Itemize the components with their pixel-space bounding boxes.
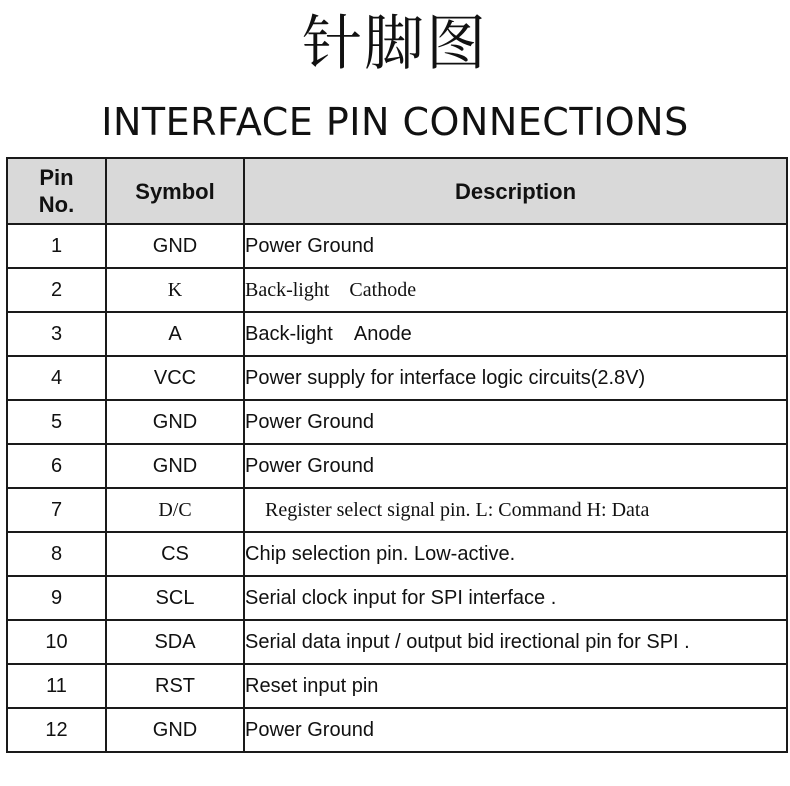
pin-symbol: SDA	[106, 620, 244, 664]
table-header-row	[7, 158, 787, 224]
pin-symbol: SCL	[106, 576, 244, 620]
pin-symbol: GND	[106, 400, 244, 444]
pin-number: 6	[7, 444, 106, 488]
pin-number: 3	[7, 312, 106, 356]
table-row	[7, 620, 787, 664]
table-row	[7, 664, 787, 708]
pin-description: Power Ground	[244, 224, 787, 268]
pin-description: Back-light Cathode	[244, 268, 787, 312]
pin-description: Power Ground	[244, 708, 787, 752]
header-pin-no	[7, 158, 106, 224]
pin-symbol: GND	[106, 224, 244, 268]
pin-symbol: GND	[106, 444, 244, 488]
table-row	[7, 444, 787, 488]
table-row	[7, 708, 787, 752]
table-row	[7, 312, 787, 356]
pin-description: Serial clock input for SPI interface .	[244, 576, 787, 620]
table-row	[7, 488, 787, 532]
pin-number: 5	[7, 400, 106, 444]
pin-description: Register select signal pin. L: Command H: Data	[244, 488, 787, 532]
pin-description: Power supply for interface logic circuits(2.8V)	[244, 356, 787, 400]
table-row	[7, 268, 787, 312]
table-row	[7, 400, 787, 444]
pin-symbol: RST	[106, 664, 244, 708]
pin-number: 1	[7, 224, 106, 268]
pin-number: 8	[7, 532, 106, 576]
pin-symbol: K	[106, 268, 244, 312]
header-pin-no-label: Pin No.	[38, 165, 75, 217]
pin-description: Chip selection pin. Low-active.	[244, 532, 787, 576]
table-row	[7, 224, 787, 268]
table-row	[7, 576, 787, 620]
pin-number: 2	[7, 268, 106, 312]
pin-symbol: A	[106, 312, 244, 356]
pin-symbol: CS	[106, 532, 244, 576]
pin-description: Power Ground	[244, 400, 787, 444]
page-title: INTERFACE PIN CONNECTIONS	[101, 100, 689, 144]
pin-symbol: VCC	[106, 356, 244, 400]
pin-description: Back-light Anode	[244, 312, 787, 356]
pin-symbol: GND	[106, 708, 244, 752]
pin-number: 7	[7, 488, 106, 532]
pin-number: 9	[7, 576, 106, 620]
page-title-chinese: 针脚图	[302, 9, 488, 79]
pin-number: 10	[7, 620, 106, 664]
pin-connection-table	[6, 157, 788, 753]
pin-description: Power Ground	[244, 444, 787, 488]
header-symbol: Symbol	[106, 158, 244, 224]
header-description: Description	[244, 158, 787, 224]
table-row	[7, 532, 787, 576]
pin-number: 12	[7, 708, 106, 752]
table-row	[7, 356, 787, 400]
pin-number: 4	[7, 356, 106, 400]
pin-symbol: D/C	[106, 488, 244, 532]
pin-number: 11	[7, 664, 106, 708]
pin-description: Serial data input / output bid irectional pin for SPI .	[244, 620, 787, 664]
pin-description: Reset input pin	[244, 664, 787, 708]
